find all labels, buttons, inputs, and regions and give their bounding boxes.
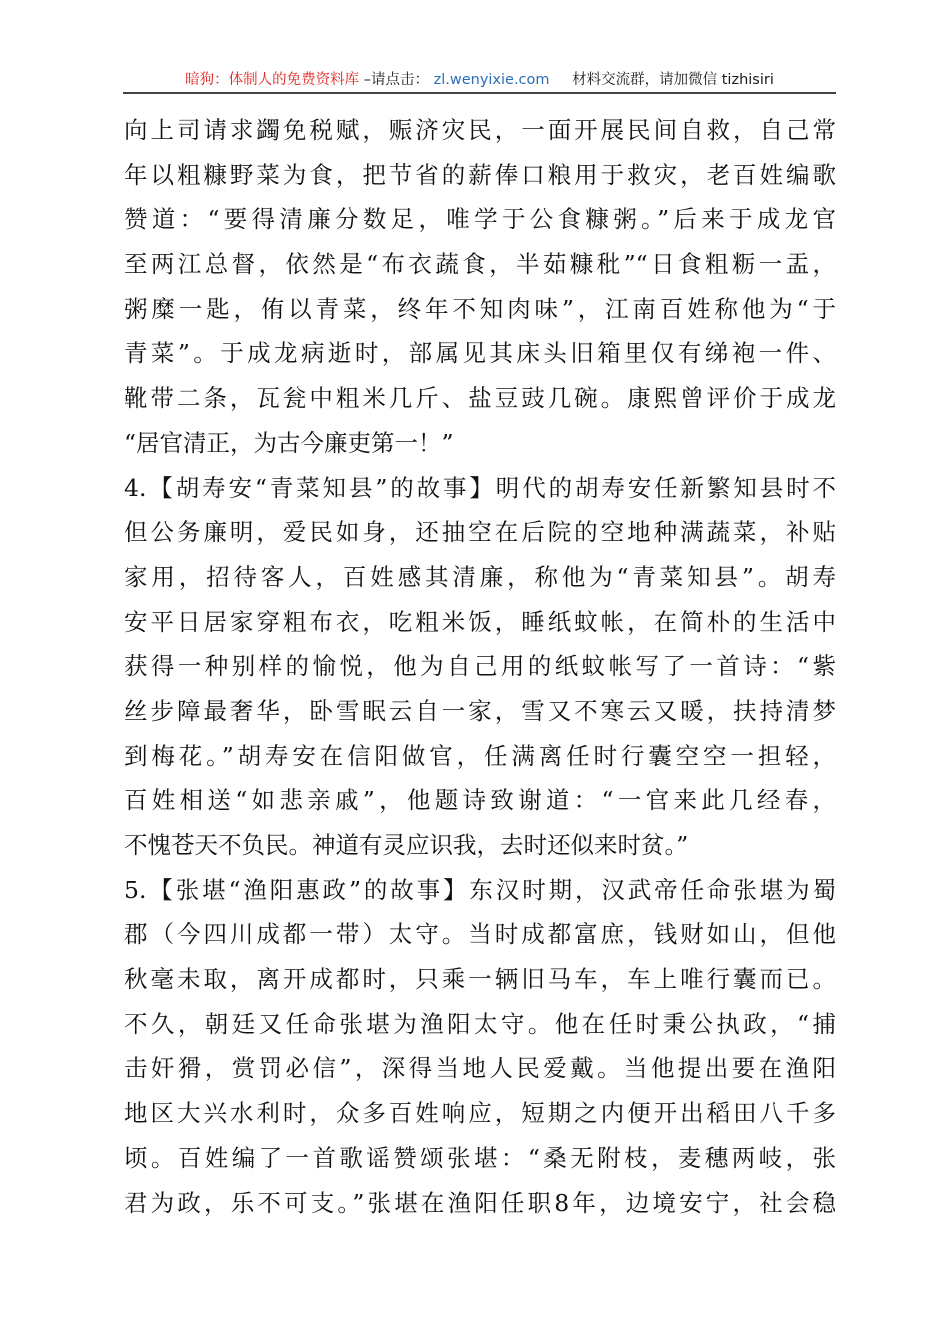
text-line: 不愧苍天不负民。神道有灵应识我，去时还似来时贫。” [124, 831, 689, 859]
document-body [124, 108, 836, 1225]
story-heading-line: 5.【张堪“渔阳惠政”的故事】东汉时期，汉武帝任命张堪为蜀 [124, 875, 836, 904]
text-line: 不久，朝廷又任命张堪为渔阳太守。他在任时秉公执政，“捕 [124, 1009, 836, 1038]
text-line: 丝步障最奢华，卧雪眠云自一家，雪又不寒云又暖，扶持清梦 [124, 696, 836, 725]
text-line: 百姓相送“如悲亲戚”，他题诗致谢道：“一官来此几经春， [124, 786, 836, 815]
text-line: 向上司请求蠲免税赋，赈济灾民，一面开展民间自救，自己常 [124, 116, 836, 144]
text-line: 青菜”。于成龙病逝时，部属见其床头旧箱里仅有绨袍一件、 [124, 339, 836, 368]
text-line: 至两江总督，依然是“布衣蔬食，半茹糠秕”“日食粗粝一盂， [124, 250, 836, 279]
text-line: 君为政，乐不可支。”张堪在渔阳任职8年，边境安宁，社会稳 [124, 1188, 836, 1217]
text-line: 年以粗糠野菜为食，把节省的薪俸口粮用于救灾，老百姓编歌 [124, 160, 836, 189]
text-line: 秋毫未取，离开成都时，只乘一辆旧马车，车上唯行囊而已。 [124, 965, 836, 994]
text-line: 地区大兴水利时，众多百姓响应，短期之内便开出稻田八千多 [124, 1099, 836, 1128]
text-line: 击奸猾，赏罚必信”，深得当地人民爱戴。当他提出要在渔阳 [124, 1054, 836, 1083]
text-line: 获得一种别样的愉悦，他为自己用的纸蚊帐写了一首诗：“紫 [124, 652, 836, 681]
text-line: 郡（今四川成都一带）太守。当时成都富庶，钱财如山，但他 [124, 920, 836, 949]
wechat-note: 材料交流群，请加微信 tizhisiri [572, 72, 774, 88]
text-line: 家用，招待客人，百姓感其清廉，称他为“青菜知县”。胡寿 [124, 562, 836, 591]
text-line: 但公务廉明，爱民如身，还抽空在后院的空地种满蔬菜，补贴 [124, 518, 836, 547]
story-heading-line: 4.【胡寿安“青菜知县”的故事】明代的胡寿安任新繁知县时不 [124, 473, 836, 502]
text-line: 粥糜一匙，侑以青菜，终年不知肉味”，江南百姓称他为“于 [124, 294, 836, 323]
text-line: 安平日居家穿粗布衣，吃粗米饭，睡纸蚊帐，在简朴的生活中 [124, 607, 836, 636]
text-line: 顷。百姓编了一首歌谣赞颂张堪：“桑无附枝，麦穗两岐，张 [124, 1143, 836, 1172]
text-line: 赞道：“要得清廉分数足，唯学于公食糠粥。”后来于成龙官 [124, 205, 836, 234]
site-name: 暗狗：体制人的免费资料库 [185, 72, 360, 88]
click-prompt: –请点击： [363, 72, 429, 88]
site-url-link[interactable]: zl.wenyixie.com [433, 72, 550, 88]
text-line: “居官清正，为古今廉吏第一！” [124, 428, 454, 457]
page-header [123, 68, 836, 92]
text-line: 到梅花。”胡寿安在信阳做官，任满离任时行囊空空一担轻， [124, 741, 836, 770]
text-line: 靴带二条，瓦瓮中粗米几斤、盐豆豉几碗。康熙曾评价于成龙 [124, 384, 836, 413]
header-divider [123, 92, 836, 94]
